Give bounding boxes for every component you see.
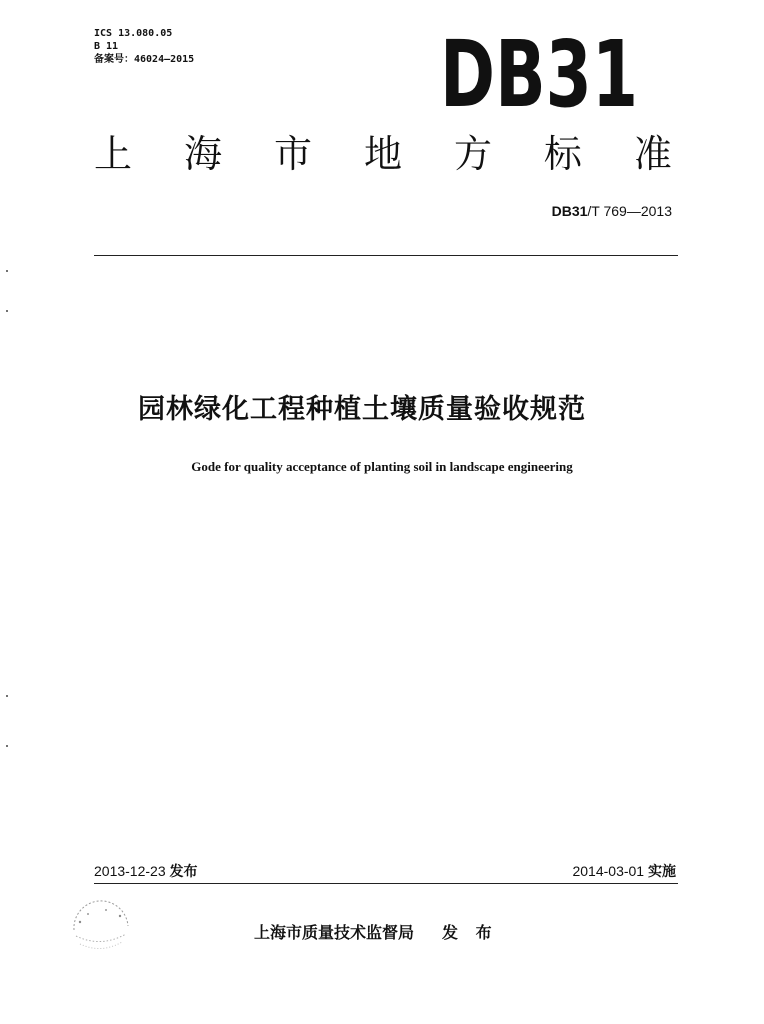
implement-date-label: 实施 — [648, 863, 676, 879]
standard-code-prefix: DB31 — [551, 203, 588, 219]
issue-date — [94, 862, 198, 880]
meta-block — [94, 27, 194, 66]
record-number: 备案号：46024—2015 — [94, 54, 195, 65]
standard-type-char: 方 — [453, 132, 492, 176]
standard-type-heading — [94, 130, 672, 178]
publisher-org: 上海市质量技术监督局 — [254, 923, 415, 942]
ics-code: ICS 13.080.05 — [94, 28, 173, 39]
standard-code-suffix: /T 769—2013 — [587, 203, 672, 219]
publisher-verb: 发 布 — [442, 923, 498, 942]
standard-type-char: 市 — [273, 132, 312, 176]
bottom-divider — [94, 883, 678, 884]
standard-type-char: 海 — [183, 132, 222, 176]
document-title-cn: 园林绿化工程种植土壤质量验收规范 — [138, 394, 586, 425]
standard-type-char: 地 — [363, 132, 402, 176]
classification-code: B 11 — [94, 41, 119, 52]
standard-type-char: 上 — [94, 132, 133, 176]
implement-date-value: 2014-03-01 — [572, 863, 645, 879]
db31-logo — [440, 21, 640, 128]
scan-speck — [6, 310, 8, 312]
top-divider — [94, 255, 678, 256]
logo-text: DB31 — [440, 21, 638, 128]
standard-type-char: 准 — [633, 132, 672, 176]
seal-stamp-icon — [66, 900, 136, 962]
scan-speck — [6, 745, 8, 747]
publisher — [254, 922, 498, 944]
implement-date — [572, 862, 676, 880]
scan-speck — [6, 695, 8, 697]
issue-date-value: 2013-12-23 — [94, 863, 166, 879]
scan-speck — [6, 270, 8, 272]
standard-type-char: 标 — [543, 132, 582, 176]
issue-date-label: 发布 — [169, 863, 198, 879]
document-title-en: Gode for quality acceptance of planting soil in landscape engineering — [191, 459, 573, 474]
standard-code — [552, 202, 672, 220]
